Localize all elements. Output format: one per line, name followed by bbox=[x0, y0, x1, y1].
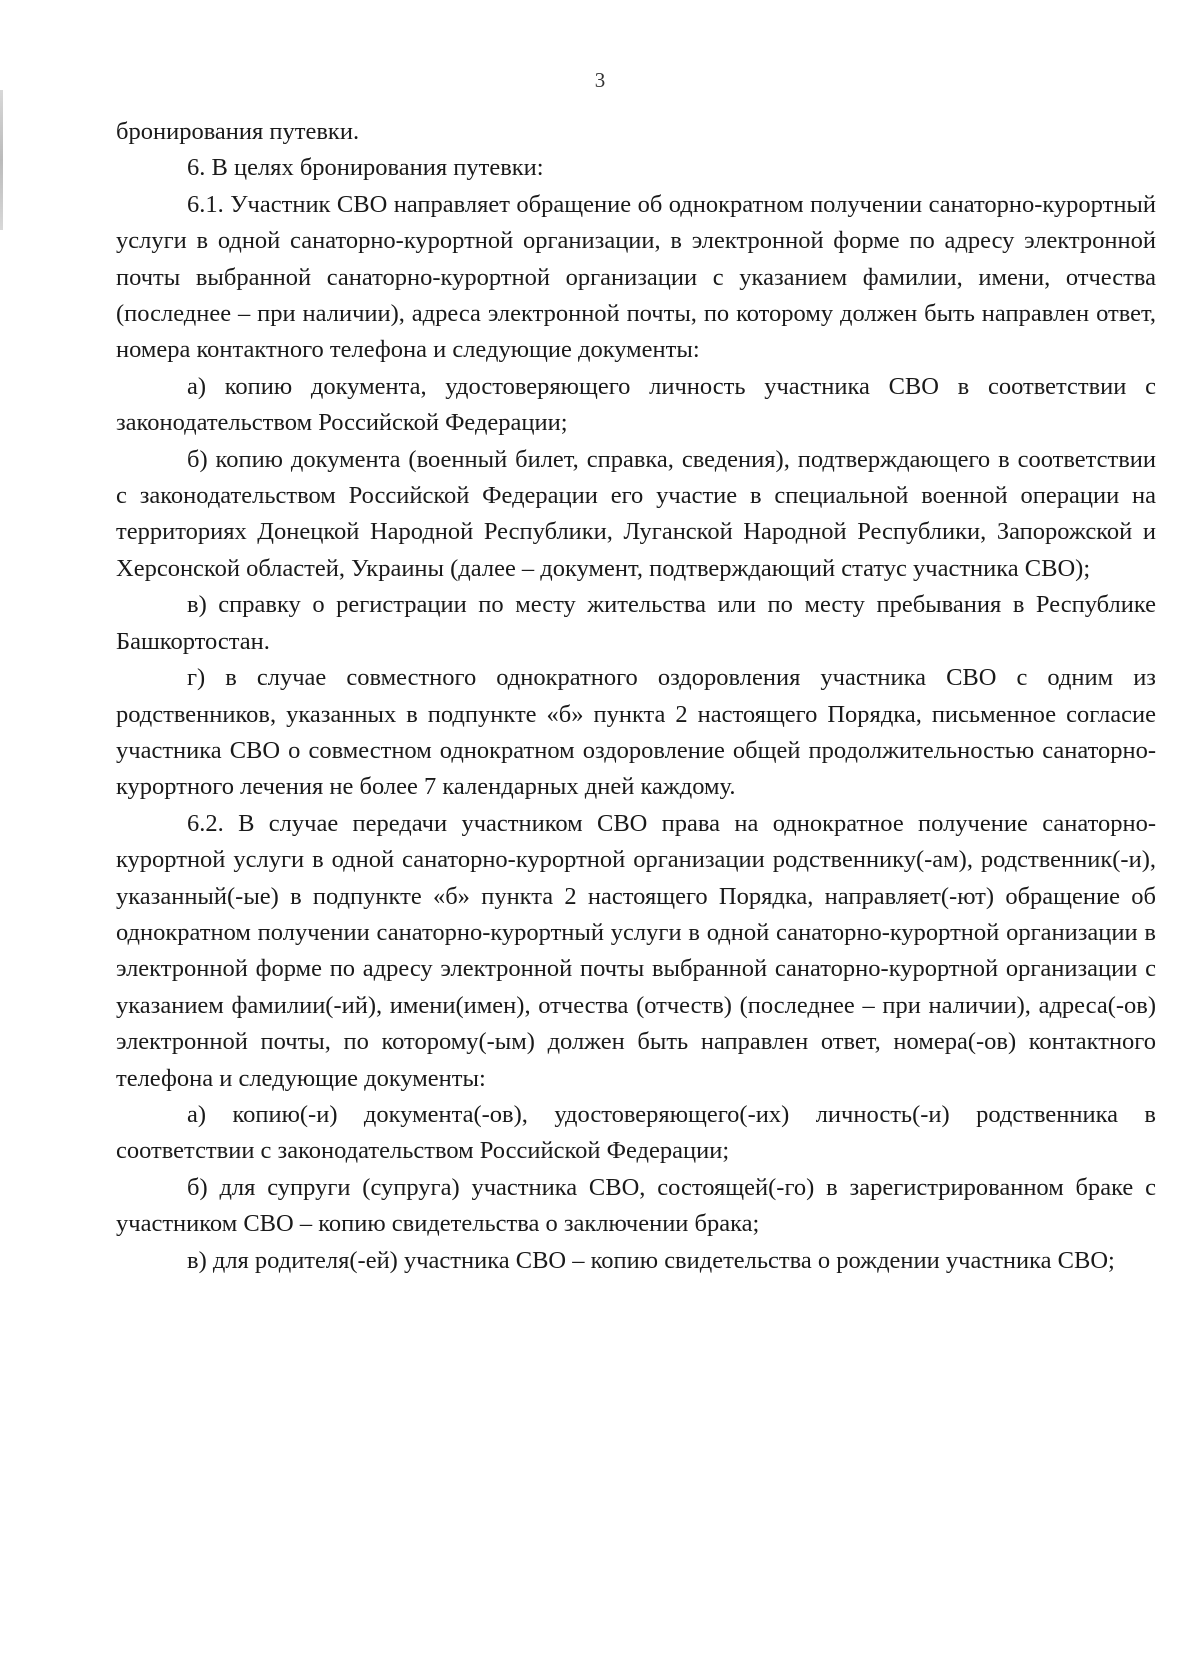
paragraph-6-2-subitem-b: б) для супруги (супруга) участника СВО, состоящей(-го) в зарегистрированном браке с участником СВО – копию свидетельства о заключении брака; bbox=[116, 1173, 1156, 1238]
page-number: 3 bbox=[594, 68, 606, 92]
paragraph-item-6: 6. В целях бронирования путевки: bbox=[187, 154, 544, 182]
paragraph-6-2-subitem-v: в) для родителя(-ей) участника СВО – копию свидетельства о рождении участника СВО; bbox=[187, 1246, 1115, 1274]
paragraph-6-2-subitem-a: а) копию(-и) документа(-ов), удостоверяющего(-их) личность(-и) родственника в соответствии с законодательством Российской Федерации; bbox=[116, 1100, 1156, 1165]
paragraph-subitem-b: б) копию документа (военный билет, справка, сведения), подтверждающего в соответствии с законодательством Российской Федерации его участие в специальной военной операции на территориях Донецкой Народной Республики, Луганской Народной Республики, Запорожской и Херсонской областей, Украины (далее – документ, подтверждающий статус участника СВО); bbox=[116, 445, 1156, 582]
paragraph-item-6-2: 6.2. В случае передачи участником СВО права на однократное получение санаторно-курортной услуги в одной санаторно-курортной организации родственнику(-ам), родственник(-и), указанный(-ые) в подпункте «б» пункта 2 настоящего Порядка, направляет(-ют) обращение об однократном получении санаторно-курортный услуги в одной санаторно-курортной организации в электронной форме по адресу электронной почты выбранной санаторно-курортной организации с указанием фамилии(-ий), имени(имен), отчества (отчеств) (последнее – при наличии), адреса(-ов) электронной почты, по которому(-ым) должен быть направлен ответ, номера(-ов) контактного телефона и следующие документы: bbox=[116, 809, 1156, 1092]
document-body bbox=[116, 114, 1156, 1279]
paragraph-subitem-g: г) в случае совместного однократного оздоровления участника СВО с одним из родственников, указанных в подпункте «б» пункта 2 настоящего Порядка, письменное согласие участника СВО о совместном однократном оздоровление общей продолжительностью санаторно-курортного лечения не более 7 календарных дней каждому. bbox=[116, 664, 1156, 801]
paragraph-subitem-v: в) справку о регистрации по месту жительства или по месту пребывания в Республике Башкортостан. bbox=[116, 591, 1156, 655]
paragraph-subitem-a: а) копию документа, удостоверяющего личность участника СВО в соответствии с законодательством Российской Федерации; bbox=[116, 372, 1156, 437]
paragraph-item-6-1: 6.1. Участник СВО направляет обращение об однократном получении санаторно-курортный услуги в одной санаторно-курортной организации, в электронной форме по адресу электронной почты выбранной санаторно-курортной организации с указанием фамилии, имени, отчества (последнее – при наличии), адреса электронной почты, по которому должен быть направлен ответ, номера контактного телефона и следующие документы: bbox=[116, 190, 1156, 364]
paragraph-continuation: бронирования путевки. bbox=[116, 118, 360, 145]
scan-edge-mark bbox=[0, 90, 3, 230]
